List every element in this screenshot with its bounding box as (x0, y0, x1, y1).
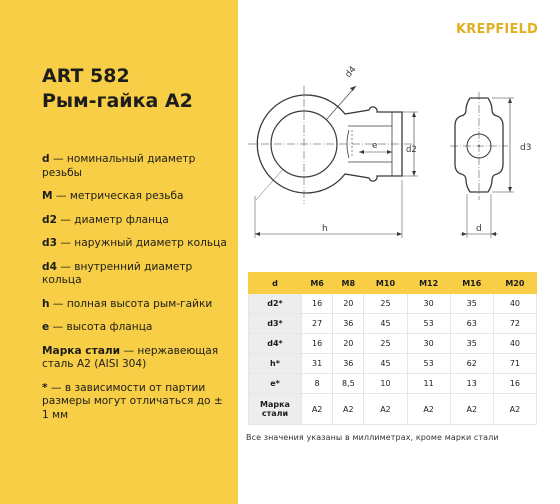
units-note: Все значения указаны в миллиметрах, кроме марки стали (246, 433, 499, 442)
label-d: d (476, 224, 482, 234)
table-cell: 10 (364, 374, 407, 394)
table-cell: 31 (302, 354, 333, 374)
table-cell: 35 (450, 294, 493, 314)
table-header-row (249, 273, 537, 294)
legend-item-steel: Марка стали — нержавеющая сталь А2 (AISI 304) (42, 344, 219, 370)
row-header: Марка стали (249, 394, 302, 425)
table-cell: 72 (493, 314, 536, 334)
table-row (249, 354, 537, 374)
spec-table (248, 272, 537, 425)
table-cell: 25 (364, 334, 407, 354)
table-row (249, 394, 537, 425)
legend-item-d2: d2 — диаметр фланца (42, 213, 169, 226)
table-cell: A2 (407, 394, 450, 425)
table-cell: 40 (493, 334, 536, 354)
table-cell: 45 (364, 314, 407, 334)
table-row (249, 334, 537, 354)
table-cell: A2 (333, 394, 364, 425)
row-header: e* (249, 374, 302, 394)
table-cell: A2 (493, 394, 536, 425)
table-cell: 53 (407, 314, 450, 334)
label-h: h (322, 224, 328, 234)
table-cell: 45 (364, 354, 407, 374)
row-header: d4* (249, 334, 302, 354)
label-d2: d2 (406, 145, 417, 155)
product-name: Рым-гайка А2 (42, 90, 193, 112)
table-cell: 27 (302, 314, 333, 334)
table-cell: 8,5 (333, 374, 364, 394)
column-header: d (249, 273, 302, 294)
column-header: M20 (493, 273, 536, 294)
legend-item-d4: d4 — внутренний диаметр кольца (42, 260, 193, 286)
table-cell: A2 (302, 394, 333, 425)
column-header: M16 (450, 273, 493, 294)
row-header: h* (249, 354, 302, 374)
legend-item-m: M — метрическая резьба (42, 190, 184, 202)
table-row (249, 374, 537, 394)
table-row (249, 294, 537, 314)
column-header: M10 (364, 273, 407, 294)
table-cell: 30 (407, 334, 450, 354)
column-header: M12 (407, 273, 450, 294)
table-cell: 16 (302, 294, 333, 314)
table-cell: 16 (493, 374, 536, 394)
table-cell: 63 (450, 314, 493, 334)
table-cell: 20 (333, 334, 364, 354)
table-cell: 36 (333, 314, 364, 334)
table-cell: 30 (407, 294, 450, 314)
column-header: M8 (333, 273, 364, 294)
table-cell: 16 (302, 334, 333, 354)
table-cell: A2 (450, 394, 493, 425)
row-header: d2* (249, 294, 302, 314)
table-cell: 36 (333, 354, 364, 374)
table-cell: 13 (450, 374, 493, 394)
legend-item-d: d — номинальный диаметр резьбы (42, 153, 196, 179)
table-cell: A2 (364, 394, 407, 425)
label-e: e (372, 141, 378, 151)
legend-item-h: h — полная высота рым-гайки (42, 297, 213, 310)
brand-logo: KREPFIELD (456, 22, 538, 37)
table-cell: 35 (450, 334, 493, 354)
article-number: ART 582 (42, 65, 130, 87)
table-cell: 53 (407, 354, 450, 374)
table-cell: 8 (302, 374, 333, 394)
legend-item-e: e — высота фланца (42, 321, 153, 333)
label-d3: d3 (520, 143, 532, 153)
table-cell: 71 (493, 354, 536, 374)
row-header: d3* (249, 314, 302, 334)
table-row (249, 314, 537, 334)
legend-item-d3: d3 — наружный диаметр кольца (42, 237, 227, 249)
column-header: M6 (302, 273, 333, 294)
table-cell: 40 (493, 294, 536, 314)
legend-item-tolerance: * — в зависимости от партии размеры могут отличаться до ± 1 мм (42, 381, 223, 421)
table-cell: 62 (450, 354, 493, 374)
label-d4: d4 (343, 64, 359, 80)
table-cell: 25 (364, 294, 407, 314)
table-cell: 20 (333, 294, 364, 314)
table-cell: 11 (407, 374, 450, 394)
